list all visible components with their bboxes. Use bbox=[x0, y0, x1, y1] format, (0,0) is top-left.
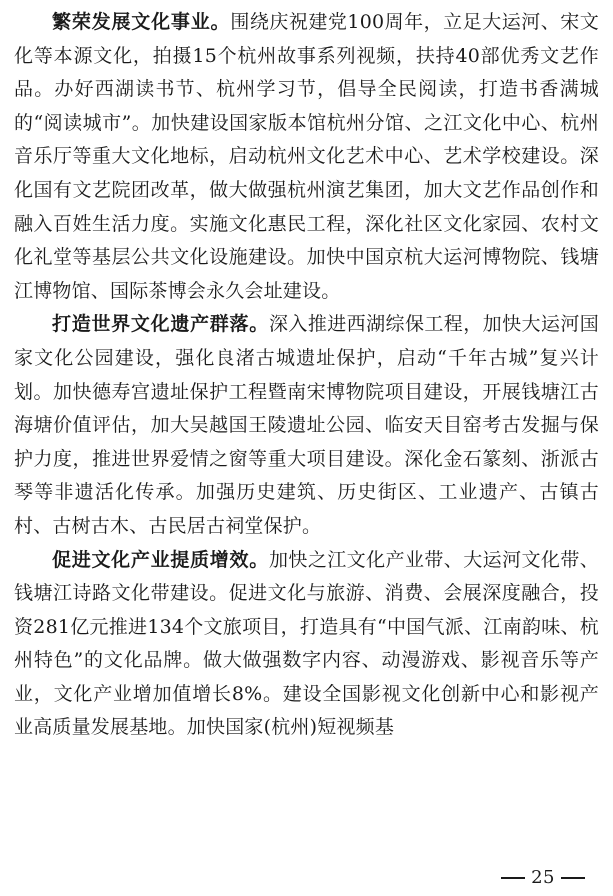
paragraph-body: 深入推进西湖综保工程，加快大运河国家文化公园建设，强化良渚古城遗址保护，启动“千年古城”复兴计划。加快德寿宫遗址保护工程暨南宋博物院项目建设，开展钱塘江古海塘价值评估，加大吴越国王陵遗址公园、临安天目窑考古发掘与保护力度，推进世界爱情之窗等重大项目建设。深化金石篆刻、浙派古琴等非遗活化传承。加强历史建筑、历史街区、工业遗产、古镇古村、古树古木、古民居古祠堂保护。 bbox=[14, 313, 599, 537]
paragraph-body: 围绕庆祝建党100周年，立足大运河、宋文化等本源文化，拍摄15个杭州故事系列视频，扶持40部优秀文艺作品。办好西湖读书节、杭州学习节，倡导全民阅读，打造书香满城的“阅读城市”。加快建设国家版本馆杭州分馆、之江文化中心、杭州音乐厅等重大文化地标，启动杭州文化艺术中心、艺术学校建设。深化国有文艺院团改革，做大做强杭州演艺集团，加大文艺作品创作和融入百姓生活力度。实施文化惠民工程，深化社区文化家园、农村文化礼堂等基层公共文化设施建设。加快中国京杭大运河博物院、钱塘江博物馆、国际茶博会永久会址建设。 bbox=[14, 11, 599, 302]
paragraph-cultural-undertakings bbox=[14, 6, 599, 308]
document-page bbox=[14, 6, 599, 745]
paragraph-heading: 促进文化产业提质增效。 bbox=[52, 548, 269, 571]
dash-right bbox=[561, 877, 585, 879]
dash-left bbox=[501, 877, 525, 879]
page-number bbox=[495, 867, 591, 888]
paragraph-heritage-cluster bbox=[14, 308, 599, 543]
paragraph-body: 加快之江文化产业带、大运河文化带、钱塘江诗路文化带建设。促进文化与旅游、消费、会展深度融合，投资281亿元推进134个文旅项目，打造具有“中国气派、江南韵味、杭州特色”的文化品牌。做大做强数字内容、动漫游戏、影视音乐等产业，文化产业增加值增长8%。建设全国影视文化创新中心和影视产业高质量发展基地。加快国家(杭州)短视频基 bbox=[14, 548, 599, 739]
page-number-value: 25 bbox=[531, 867, 555, 888]
paragraph-heading: 繁荣发展文化事业。 bbox=[52, 11, 231, 33]
paragraph-cultural-industry bbox=[14, 544, 599, 746]
paragraph-heading: 打造世界文化遗产群落。 bbox=[52, 313, 269, 336]
